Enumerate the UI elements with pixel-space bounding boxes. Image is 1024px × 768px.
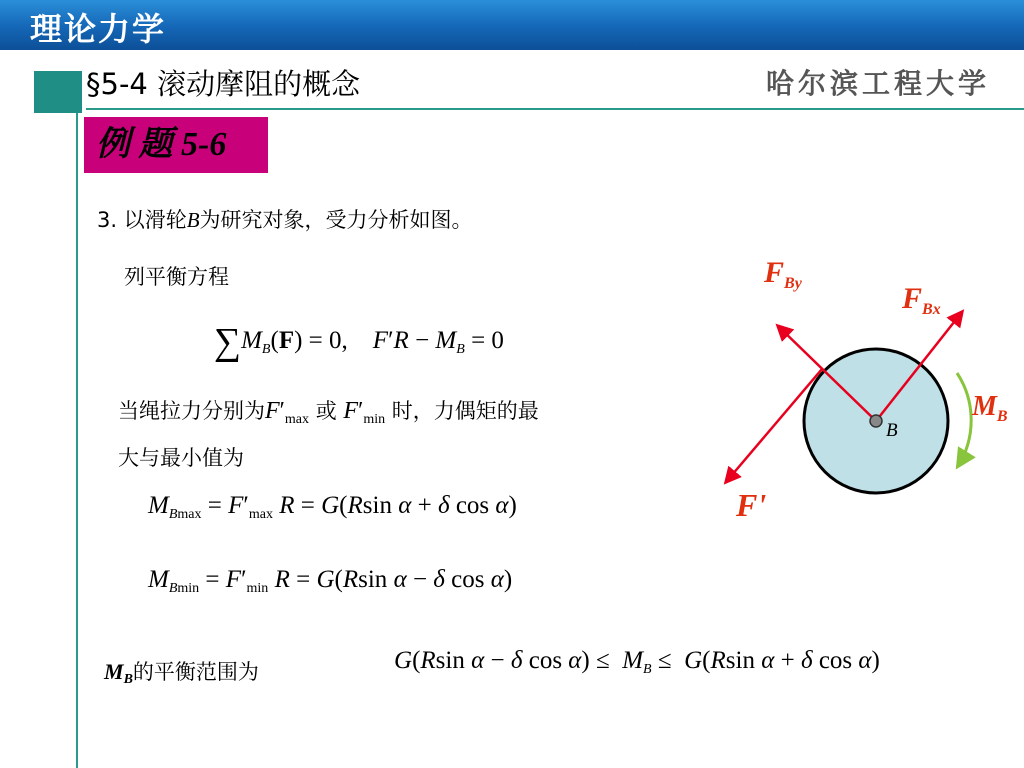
section-title: §5-4 滚动摩阻的概念 xyxy=(86,67,361,101)
min-moment-equation: $M_{Bmin} = F'_{min}$ R = G(Rsin α − δ cos α) xyxy=(148,566,513,596)
label-m-b: $M_B$ xyxy=(972,391,1008,425)
list-equations-text: 列平衡方程 xyxy=(124,265,229,289)
range-text xyxy=(104,656,259,688)
free-body-diagram xyxy=(700,230,1024,530)
range-equation: G(Rsin α − δ $\cos \alpha) \le M_B \le G(Rsin$ α + δ cos α) xyxy=(394,647,880,677)
tension-text-b: 时，力偶矩的最 xyxy=(391,399,539,423)
university-logo-text: 哈尔滨工程大学 xyxy=(766,67,991,100)
tension-text-line1 xyxy=(118,395,539,428)
label-b: B xyxy=(886,420,898,441)
header-divider xyxy=(86,108,1024,110)
tension-text-or: 或 xyxy=(315,399,337,423)
section-marker xyxy=(34,71,82,113)
example-label: 例 题 5-6 xyxy=(84,117,268,173)
tension-text-line2: 大与最小值为 xyxy=(118,446,244,470)
header-bar xyxy=(0,0,1024,50)
pin-b xyxy=(870,415,882,427)
left-divider xyxy=(76,113,78,768)
equilibrium-equation: $\sum M_B(F) = 0$, $F'R - M_B = 0$ xyxy=(214,321,504,363)
f-max-symbol: $F'_{max}$ xyxy=(265,398,310,427)
label-f-bx: $F_{Bx}$ xyxy=(902,282,941,318)
step3-text xyxy=(97,204,473,234)
step3-text-content: 3. 以滑轮B为研究对象，受力分析如图。 xyxy=(97,208,473,232)
course-title: 理论力学 xyxy=(30,10,167,48)
mb-symbol: MB xyxy=(104,659,133,687)
f-min-symbol: $F'_{min}$ xyxy=(343,398,386,427)
label-f-by: $F_{By}$ xyxy=(764,256,802,292)
tension-text-a: 当绳拉力分别为 xyxy=(118,399,265,423)
label-f-prime: F' xyxy=(736,487,767,523)
range-text-label: 的平衡范围为 xyxy=(132,660,259,684)
max-moment-equation: $M_{Bmax} = F'_{max}$ R = G(Rsin α + δ cos α) xyxy=(148,492,517,522)
moment-mb-arrow xyxy=(957,373,971,466)
